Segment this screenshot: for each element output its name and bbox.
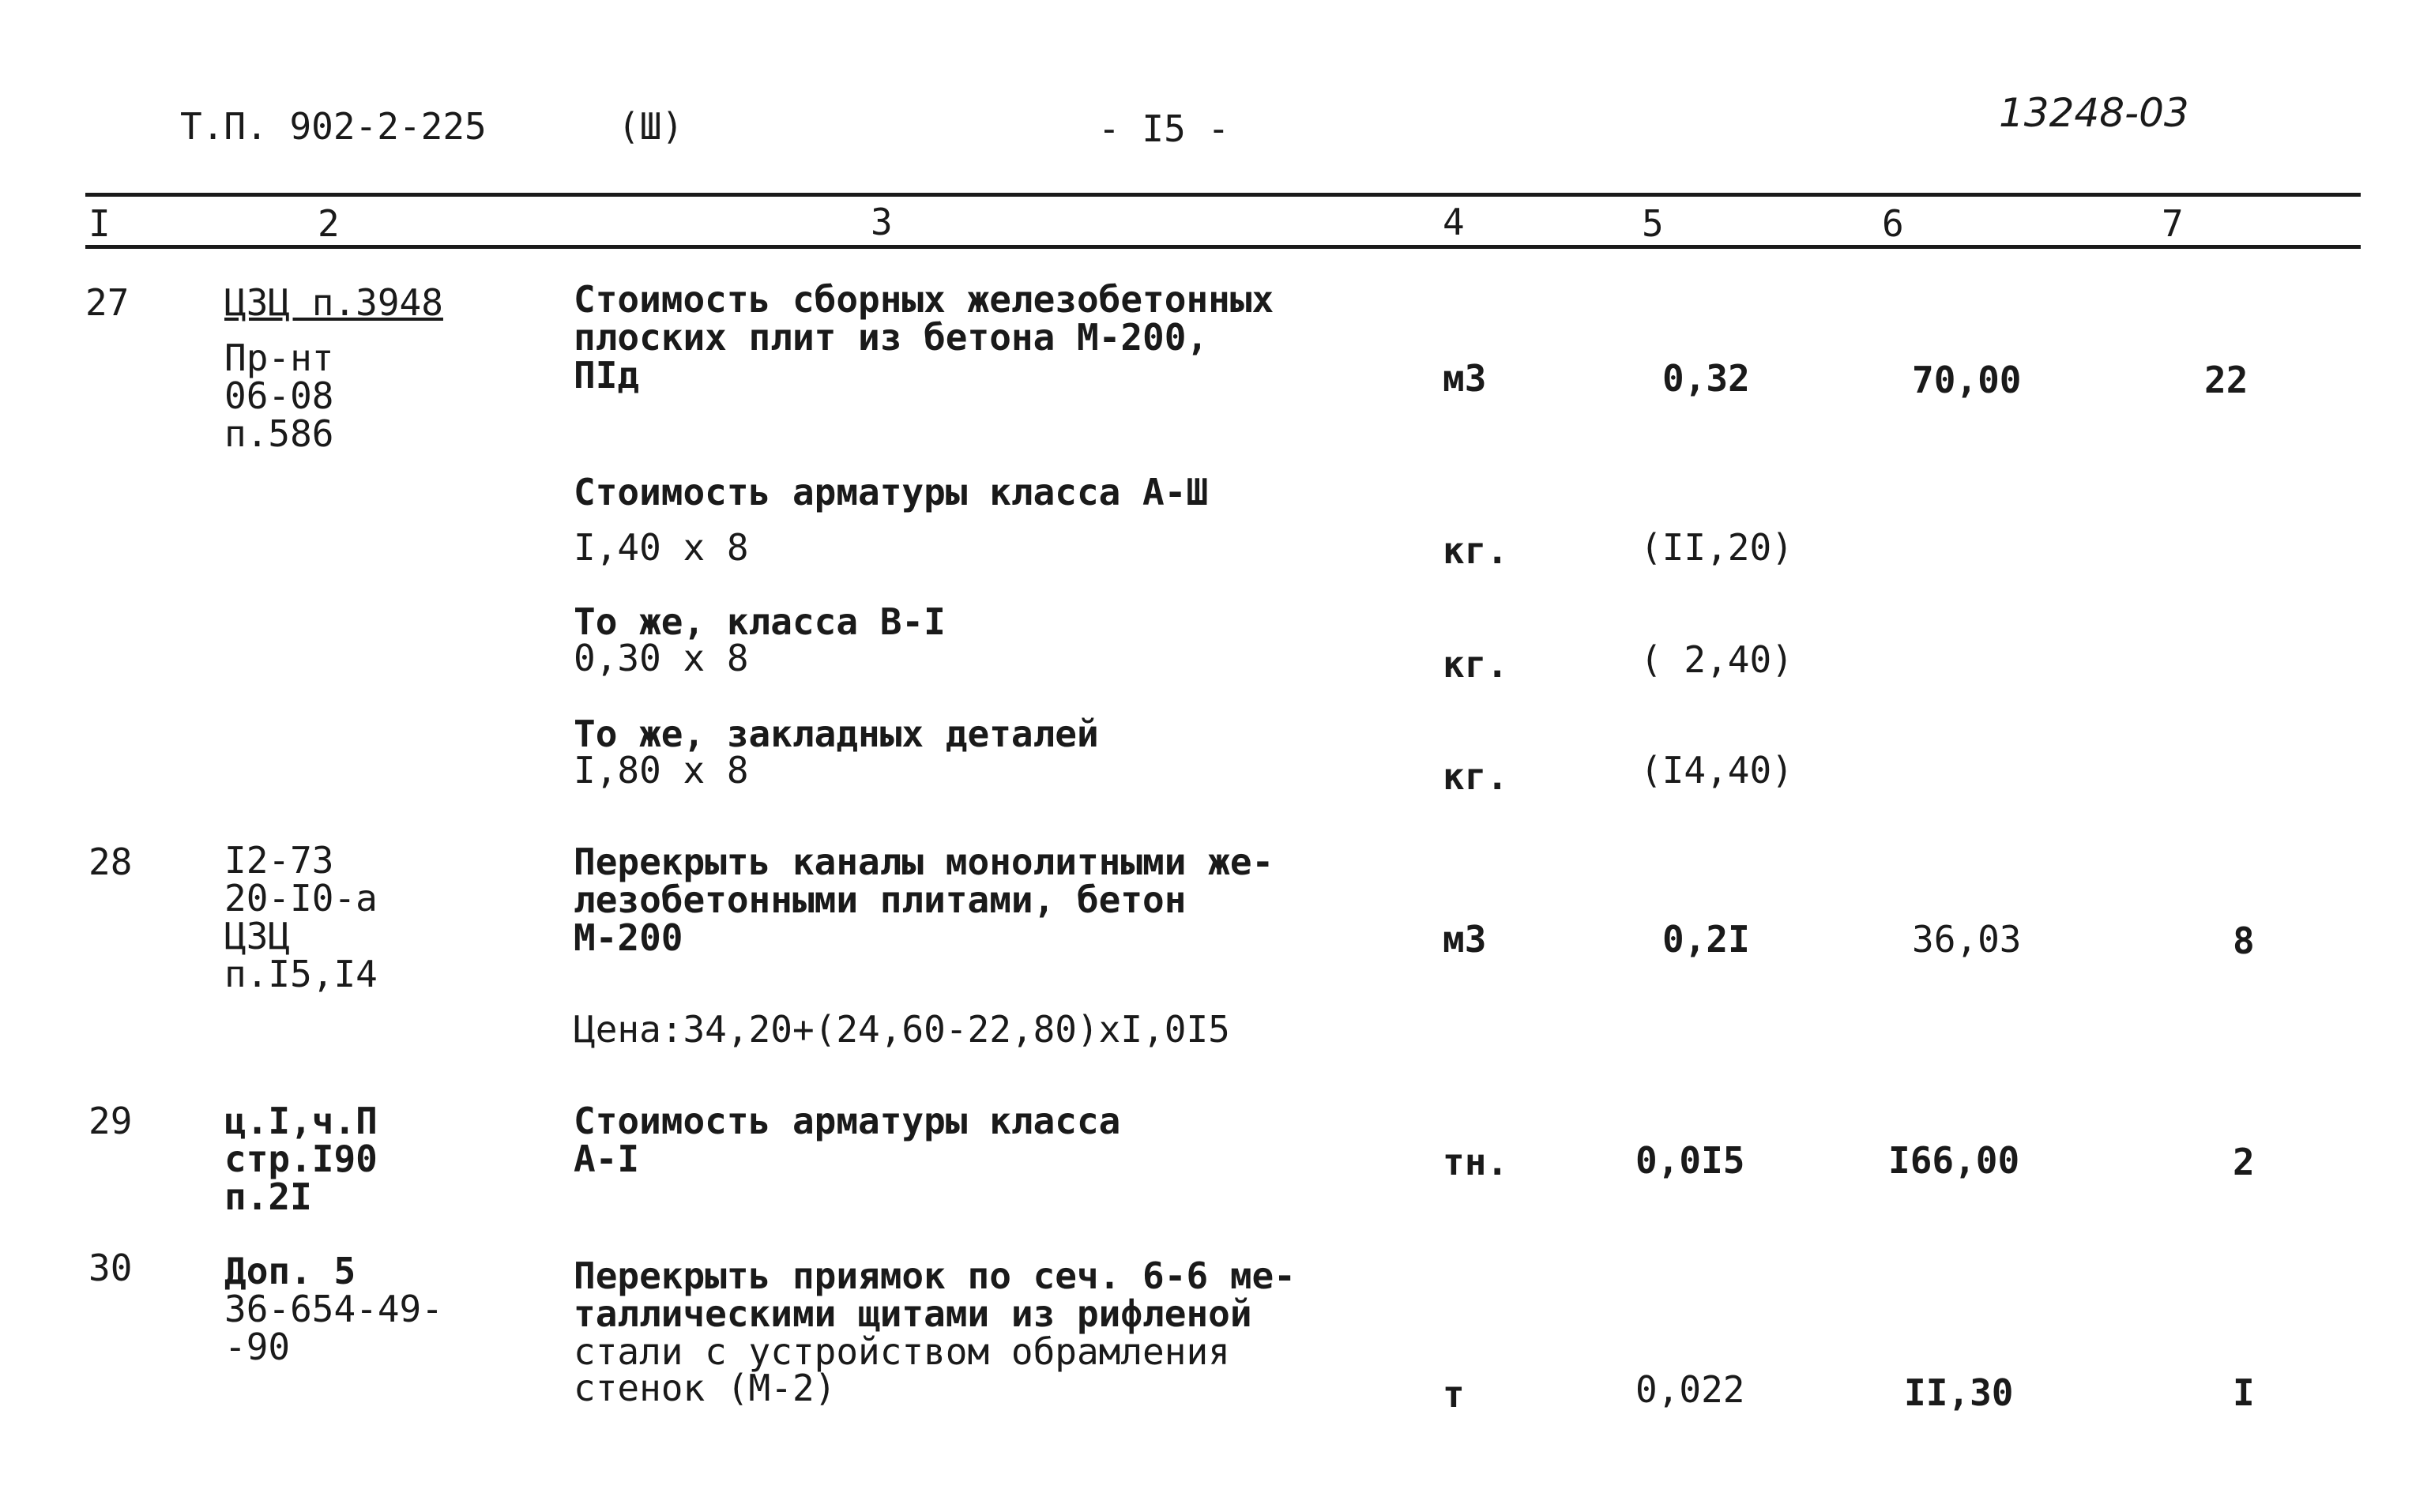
item-total: 2 bbox=[2233, 1141, 2255, 1183]
item-unit: м3 bbox=[1443, 357, 1487, 400]
item-desc: лезобетонными плитами, бетон bbox=[574, 878, 1187, 921]
item-total: 8 bbox=[2233, 920, 2255, 962]
item-desc: стенок (М-2) bbox=[574, 1367, 837, 1409]
item-price: II,30 bbox=[1904, 1371, 2014, 1414]
item-desc: стали с устройством обрамления bbox=[574, 1330, 1230, 1373]
ref-line: Доп. 5 bbox=[224, 1250, 356, 1292]
ref-line: -90 bbox=[224, 1326, 291, 1368]
item-qty: ( 2,40) bbox=[1640, 638, 1793, 681]
item-desc: Стоимость сборных железобетонных bbox=[574, 278, 1274, 321]
col-header-7: 7 bbox=[2162, 202, 2184, 245]
archive-number: 13248-03 bbox=[1999, 90, 2189, 136]
item-unit: м3 bbox=[1443, 918, 1487, 961]
page-number: - I5 - bbox=[1098, 107, 1230, 150]
col-header-5: 5 bbox=[1642, 202, 1664, 245]
ref-line: п.2I bbox=[224, 1175, 312, 1218]
col-header-3: 3 bbox=[871, 201, 893, 243]
doc-code: Т.П. 902-2-225 bbox=[180, 105, 487, 148]
col-header-4: 4 bbox=[1443, 201, 1465, 243]
item-desc: I,40 х 8 bbox=[574, 526, 749, 569]
item-unit: кг. bbox=[1443, 643, 1509, 686]
row-number: 27 bbox=[85, 281, 130, 324]
item-desc: Перекрыть приямок по сеч. 6-6 ме- bbox=[574, 1254, 1296, 1297]
item-qty: 0,0I5 bbox=[1635, 1139, 1745, 1182]
ref-line: п.586 bbox=[224, 412, 334, 455]
row-number: 28 bbox=[88, 841, 133, 883]
item-desc: 0,30 х 8 bbox=[574, 637, 749, 679]
col-header-6: 6 bbox=[1882, 202, 1904, 245]
item-qty: (II,20) bbox=[1640, 526, 1793, 569]
item-qty: 0,32 bbox=[1662, 357, 1750, 400]
item-desc: М-200 bbox=[574, 916, 683, 959]
item-total: I bbox=[2233, 1371, 2255, 1414]
item-total: 22 bbox=[2204, 359, 2249, 401]
table-top-rule bbox=[85, 193, 2361, 197]
item-unit: т bbox=[1443, 1373, 1465, 1416]
item-price: I66,00 bbox=[1888, 1139, 2020, 1182]
item-desc: ПIд bbox=[574, 354, 640, 397]
item-qty: 0,022 bbox=[1635, 1368, 1745, 1411]
ref-line: ЦЗЦ п.3948 bbox=[224, 281, 443, 324]
ref-line: ц.I,ч.П bbox=[224, 1100, 378, 1142]
item-desc: А-I bbox=[574, 1138, 640, 1180]
col-header-1: I bbox=[88, 202, 111, 245]
ref-line: I2-73 bbox=[224, 839, 334, 882]
item-unit: кг. bbox=[1443, 529, 1509, 572]
row-number: 30 bbox=[88, 1247, 133, 1289]
item-desc: плоских плит из бетона М-200, bbox=[574, 316, 1209, 359]
item-desc: таллическими щитами из рифленой bbox=[574, 1292, 1252, 1335]
item-unit: тн. bbox=[1443, 1141, 1509, 1183]
ref-line: 06-08 bbox=[224, 374, 334, 417]
item-desc: Перекрыть каналы монолитными же- bbox=[574, 841, 1274, 883]
row-number: 29 bbox=[88, 1100, 133, 1142]
item-qty: 0,2I bbox=[1662, 918, 1750, 961]
item-qty: (I4,40) bbox=[1640, 749, 1793, 792]
table-header-rule bbox=[85, 245, 2361, 249]
volume-mark: (Ш) bbox=[618, 105, 684, 148]
ref-line: 20-I0-а bbox=[224, 877, 378, 920]
item-desc: Стоимость арматуры класса bbox=[574, 1100, 1121, 1142]
item-desc: То же, класса В-I bbox=[574, 600, 946, 643]
ref-line: стр.I90 bbox=[224, 1138, 378, 1180]
item-price: 36,03 bbox=[1912, 918, 2022, 961]
item-unit: кг. bbox=[1443, 755, 1509, 798]
ref-line: п.I5,I4 bbox=[224, 953, 378, 995]
ref-line: 36-654-49- bbox=[224, 1288, 443, 1330]
item-desc: То же, закладных деталей bbox=[574, 713, 1099, 755]
ref-line: ЦЗЦ bbox=[224, 915, 291, 957]
item-desc: Стоимость арматуры класса А-Ш bbox=[574, 471, 1209, 513]
item-price: 70,00 bbox=[1912, 359, 2022, 401]
col-header-2: 2 bbox=[318, 202, 340, 245]
ref-line: Пр-нт bbox=[224, 337, 334, 379]
item-desc: Цена:34,20+(24,60-22,80)хI,0I5 bbox=[574, 1008, 1230, 1051]
item-desc: I,80 х 8 bbox=[574, 749, 749, 792]
